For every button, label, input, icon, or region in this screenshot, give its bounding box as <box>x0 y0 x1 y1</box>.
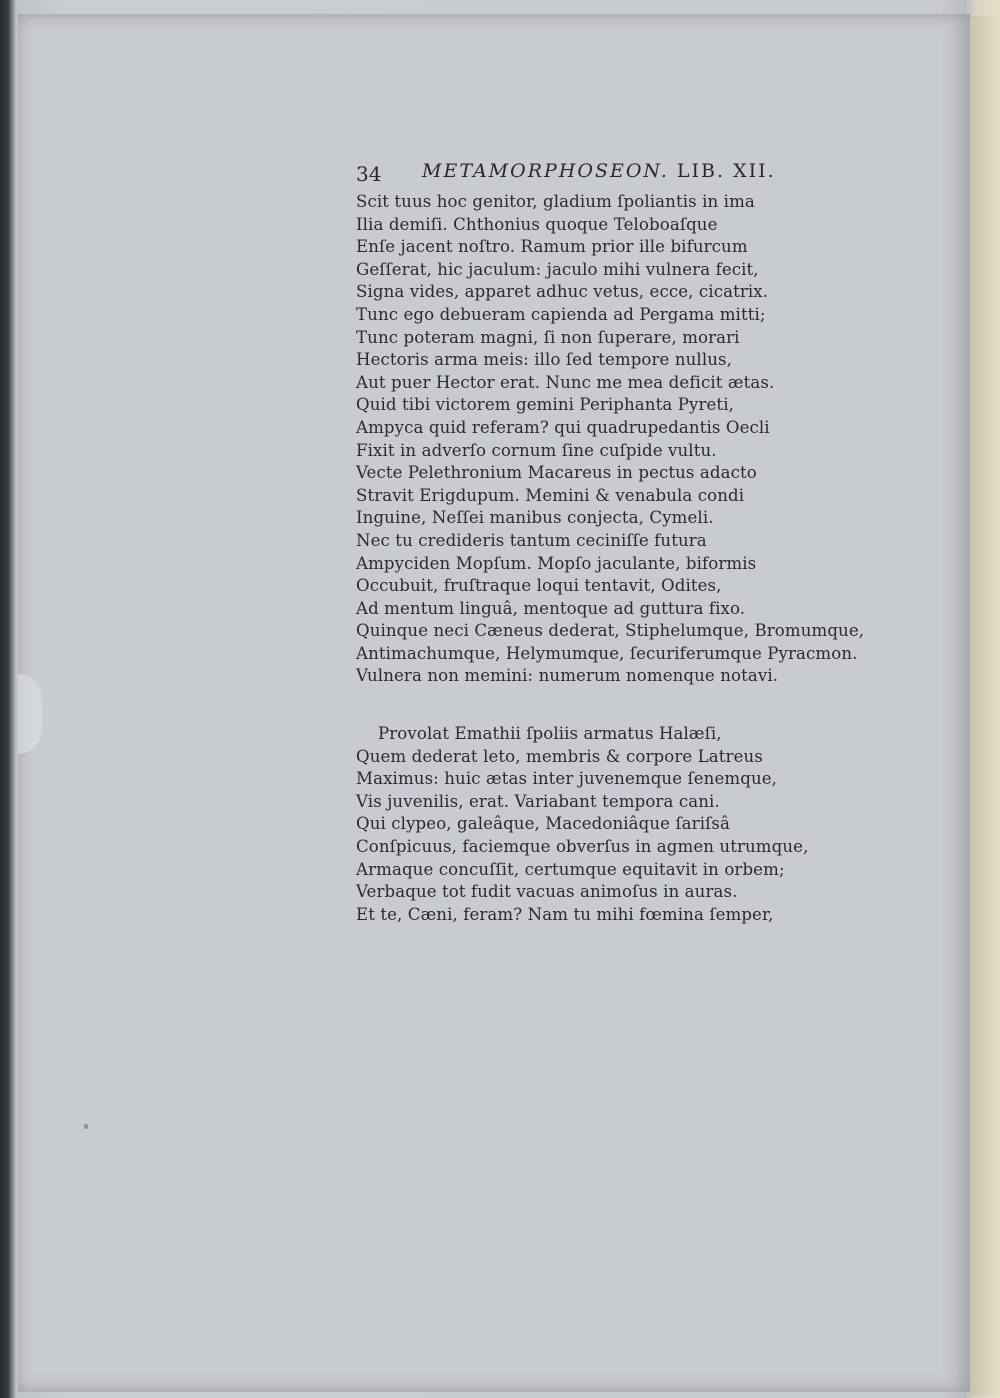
verse-line: Quinque neci Cæneus dederat, Stiphelumque, Bromumque, <box>356 621 865 641</box>
verse-line: Antimachumque, Helymumque, ſecuriferumque Pyracmon. <box>356 643 858 663</box>
verse-line: Fixit in adverſo cornum ſine cuſpide vultu. <box>356 440 717 460</box>
verse-text <box>356 191 916 926</box>
verse-line: Vulnera non memini: numerum nomenque notavi. <box>356 666 779 686</box>
book-number: LIB. XII. <box>676 160 776 182</box>
verse-line: Enſe jacent noſtro. Ramum prior ille bifurcum <box>356 237 748 257</box>
stanza-2 <box>356 723 916 926</box>
verse-line: Inguine, Neſſei manibus conjecta, Cymeli. <box>356 508 714 528</box>
verse-line: Armaque concuſſit, certumque equitavit in orbem; <box>356 859 785 879</box>
paper-stain <box>84 1124 88 1129</box>
verse-line: Signa vides, apparet adhuc vetus, ecce, cicatrix. <box>356 282 769 302</box>
verse-line: Conſpicuus, faciemque obverſus in agmen utrumque, <box>356 837 809 857</box>
verse-line: Occubuit, fruſtraque loqui tentavit, Odites, <box>356 576 722 596</box>
verse-line: Verbaque tot fudit vacuas animoſus in auras. <box>356 882 738 902</box>
verse-line: Qui clypeo, galeâque, Macedoniâque ſariſsâ <box>356 814 730 834</box>
verse-line: Vecte Pelethronium Macareus in pectus adacto <box>356 463 757 483</box>
verse-line: Ad mentum linguâ, mentoque ad guttura fixo. <box>356 598 746 618</box>
verse-line: Stravit Erigdupum. Memini & venabula condi <box>356 485 745 505</box>
adjacent-page-edge <box>968 16 1000 1396</box>
verse-line: Nec tu credideris tantum ceciniſſe futura <box>356 530 707 550</box>
verse-line: Tunc ego debueram capienda ad Pergama mitti; <box>356 304 766 324</box>
verse-line: Ampyciden Mopſum. Mopſo jaculante, biformis <box>356 553 757 573</box>
stanza-gap <box>356 688 916 723</box>
verse-line: Et te, Cæni, feram? Nam tu mihi fœmina ſemper, <box>356 904 774 924</box>
verse-line: Quid tibi victorem gemini Periphanta Pyreti, <box>356 395 734 415</box>
verse-line: Hectoris arma meis: illo ſed tempore nullus, <box>356 350 733 370</box>
binding-edge <box>18 674 42 754</box>
verse-line: Quem dederat leto, membris & corpore Latreus <box>356 746 763 766</box>
verse-line: Scit tuus hoc genitor, gladium ſpoliantis in ima <box>356 192 755 211</box>
running-title <box>422 160 776 182</box>
verse-line: Aut puer Hector erat. Nunc me mea deficit ætas. <box>356 372 775 392</box>
verse-line: Geſſerat, hic jaculum: jaculo mihi vulnera fecit, <box>356 259 759 279</box>
verse-line: Vis juvenilis, erat. Variabant tempora cani. <box>356 791 720 811</box>
verse-line: Ilia demiſi. Chthonius quoque Teloboaſque <box>356 214 718 234</box>
running-title-text: METAMORPHOSEON. <box>422 160 669 182</box>
verse-line: Tunc poteram magni, ſi non ſuperare, morari <box>356 327 740 347</box>
stanza-1 <box>356 191 916 688</box>
verse-line: Provolat Emathii ſpoliis armatus Halæſi, <box>378 724 722 744</box>
page-header <box>356 160 826 190</box>
page-number: 34 <box>356 162 382 186</box>
verse-line: Ampyca quid referam? qui quadrupedantis Oecli <box>356 417 770 437</box>
verse-line: Maximus: huic ætas inter juvenemque ſenemque, <box>356 769 778 789</box>
